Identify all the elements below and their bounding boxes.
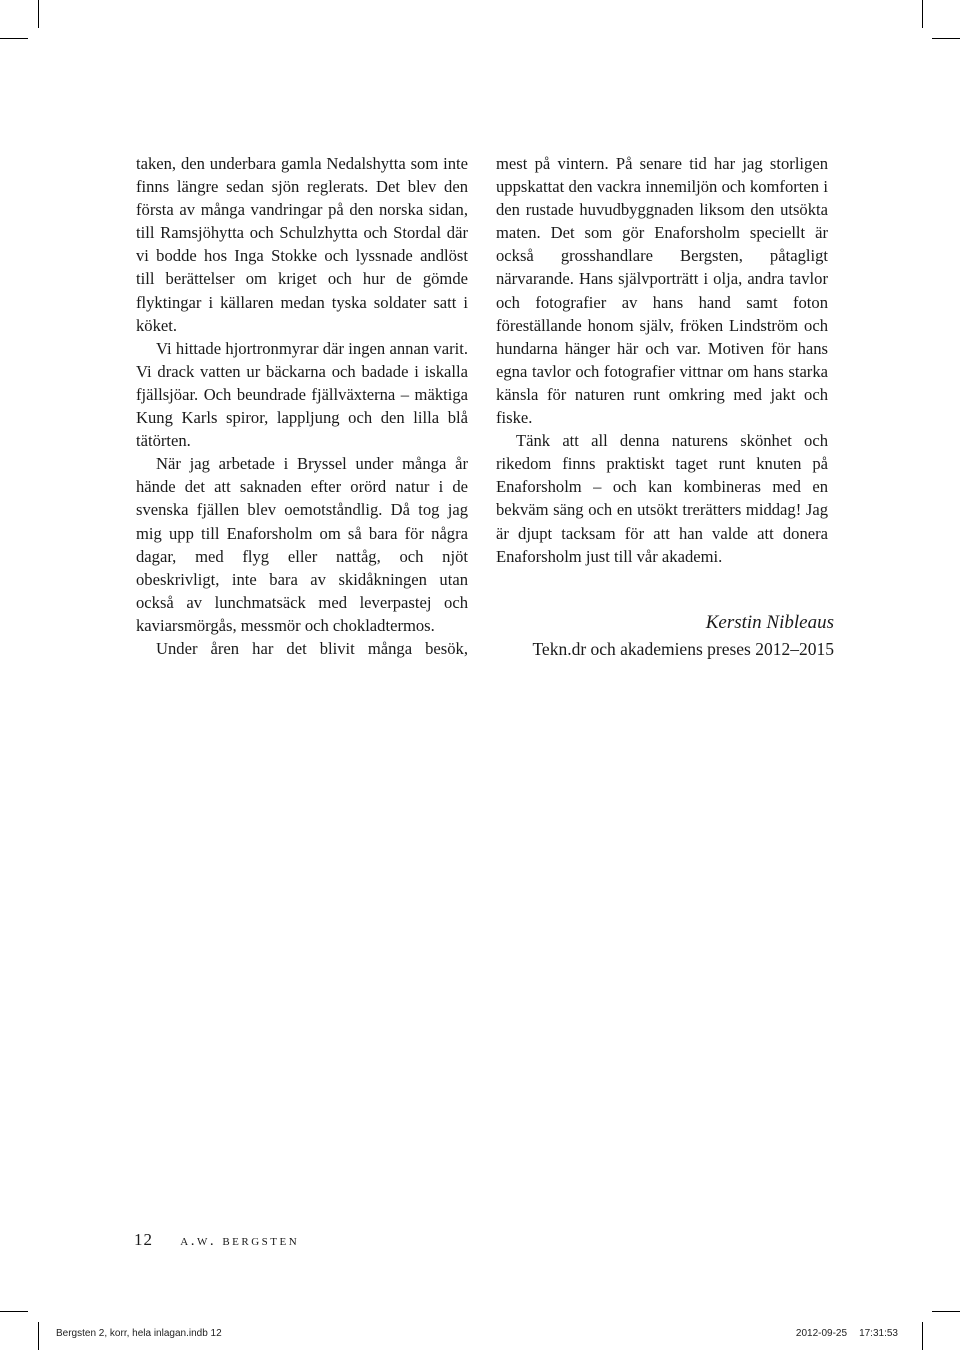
paragraph: Vi hittade hjortronmyrar där ingen annan varit. Vi drack vatten ur bäckarna och badade i iskalla fjällsjöar. Och beundrade fjällväxterna – mäktiga Kung Karls spiror, lappljung och den lilla blå tätörten. bbox=[136, 338, 468, 451]
print-slug-file: Bergsten 2, korr, hela inlagan.indb 12 bbox=[56, 1328, 222, 1339]
crop-mark bbox=[38, 1322, 39, 1350]
crop-mark bbox=[922, 1322, 923, 1350]
page-footer bbox=[134, 1230, 299, 1250]
crop-mark bbox=[932, 38, 960, 39]
right-text-column bbox=[496, 152, 828, 568]
signature-block bbox=[532, 610, 834, 662]
slug-date: 2012-09-25 bbox=[795, 1328, 848, 1339]
paragraph: Under åren har det blivit många besök, bbox=[156, 638, 468, 658]
slug-time: 17:31:53 bbox=[859, 1328, 898, 1339]
running-head: a.w. bergsten bbox=[180, 1233, 300, 1249]
crop-mark bbox=[38, 0, 39, 28]
paragraph: När jag arbetade i Bryssel under många år hände det att saknaden efter orörd natur i de svenska fjällen blev oemotståndlig. Då tog jag mig upp till Enaforsholm om så bara för några dagar, med flyg eller nattåg, och njöt obeskrivligt, inte bara av skidåkningen utan också av lunchmatsäck med leverpastej och kaviarsmörgås, messmör och chokladtermos. bbox=[136, 454, 468, 635]
signature-title: Tekn.dr och akademiens preses 2012–2015 bbox=[532, 639, 834, 659]
paragraph: Tänk att all denna naturens skönhet och rikedom finns praktiskt taget runt knuten på Enaforsholm – och kan kombineras med en bekväm säng och en utsökt trerätters middag! Jag är djupt tacksam för att han valde att donera Enaforsholm just till vår akademi. bbox=[496, 431, 828, 566]
signature-name: Kerstin Nibleaus bbox=[705, 612, 834, 633]
paragraph: taken, den underbara gamla Nedalshytta som inte finns längre sedan sjön reglerats. Det blev den första av många vandringar på den norska sidan, till Ramsjöhytta och Schulzhytta och Stordal där vi bodde hos Inga Stokke och lyssnade andlöst till berättelser om kriget och hur de gömde flyktingar i källaren medan tyska soldater satt i köket. bbox=[136, 154, 468, 335]
print-slug-timestamp bbox=[784, 1328, 898, 1339]
paragraph: mest på vintern. På senare tid har jag storligen uppskattat den vackra innemiljön och komforten i den rustade huvudbyggnaden liksom den utsökta maten. Det som gör Enaforsholm speciellt är också grosshandlare Bergsten, påtagligt närvarande. Hans självporträtt i olja, andra tavlor och fotografier av hans hand samt foton föreställande honom själv, fröken Lindström och hundarna hänger här och var. Motiven för hans egna tavlor och fotografier vittnar om hans starka känsla för naturen runt omkring med jakt och fiske. bbox=[496, 154, 828, 428]
left-text-column bbox=[136, 152, 468, 660]
page-number: 12 bbox=[134, 1230, 153, 1249]
crop-mark bbox=[0, 1311, 28, 1312]
crop-mark bbox=[0, 38, 28, 39]
crop-mark bbox=[922, 0, 923, 28]
crop-mark bbox=[932, 1311, 960, 1312]
